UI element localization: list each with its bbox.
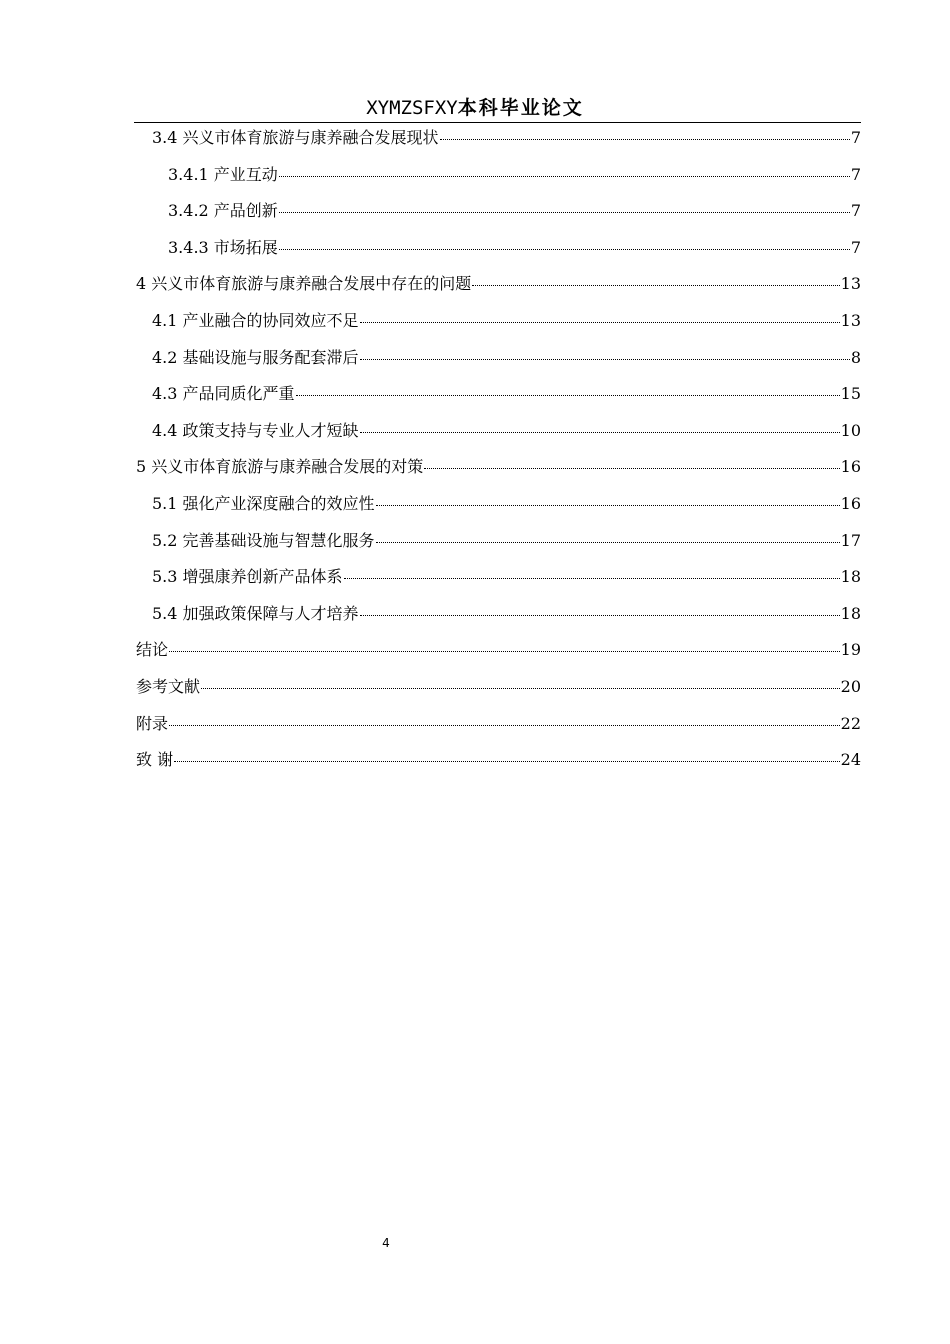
- toc-entry-page: 24: [840, 750, 861, 770]
- toc-dot-leader: [201, 688, 840, 689]
- toc-entry-3-4-2[interactable]: [134, 200, 861, 237]
- toc-entry-label: 3.4 兴义市体育旅游与康养融合发展现状: [152, 128, 439, 147]
- toc-entry-page: 18: [840, 567, 861, 587]
- toc-entry-page: 7: [850, 164, 861, 184]
- toc-entry-label: 5.1 强化产业深度融合的效应性: [152, 493, 375, 513]
- toc-entry-label: 3.4.3 市场拓展: [168, 237, 278, 257]
- toc-entry-appendix[interactable]: [134, 713, 861, 750]
- toc-entry-label: 5.3 增强康养创新产品体系: [152, 567, 343, 587]
- toc-entry-5-1[interactable]: [134, 493, 861, 530]
- toc-entry-references[interactable]: [134, 676, 861, 713]
- toc-entry-page: 16: [840, 493, 861, 513]
- toc-entry-page: 22: [840, 713, 861, 733]
- toc-entry-5-2[interactable]: [134, 530, 861, 567]
- toc-dot-leader: [279, 212, 850, 213]
- toc-entry-5-4[interactable]: [134, 603, 861, 640]
- toc-entry-4-1[interactable]: [134, 310, 861, 347]
- toc-entry-5[interactable]: [134, 456, 861, 493]
- toc-entry-5-3[interactable]: [134, 566, 861, 603]
- toc-entry-3-4-3[interactable]: [134, 237, 861, 274]
- page-header: [0, 96, 950, 120]
- toc-entry-label: 4.1 产业融合的协同效应不足: [152, 310, 359, 330]
- toc-entry-label: 5.2 完善基础设施与智慧化服务: [152, 530, 375, 550]
- toc-entry-label: 4.2 基础设施与服务配套滞后: [152, 347, 359, 367]
- toc-entry-label: 4.4 政策支持与专业人才短缺: [152, 420, 359, 440]
- toc-dot-leader: [440, 139, 850, 140]
- toc-entry-page: 17: [840, 530, 861, 550]
- toc-dot-leader: [376, 505, 840, 506]
- toc-dot-leader: [279, 249, 850, 250]
- toc-entry-conclusion[interactable]: [134, 639, 861, 676]
- toc-entry-page: 13: [840, 310, 861, 330]
- toc-entry-label: 4 兴义市体育旅游与康养融合发展中存在的问题: [136, 274, 472, 294]
- toc-entry-page: 16: [840, 457, 861, 477]
- toc-entry-page: 15: [840, 384, 861, 404]
- toc-dot-leader: [344, 578, 840, 579]
- toc-dot-leader: [360, 615, 840, 616]
- toc-entry-page: 7: [850, 128, 861, 147]
- toc-dot-leader: [360, 359, 850, 360]
- toc-dot-leader: [296, 395, 840, 396]
- toc-entry-page: 10: [840, 420, 861, 440]
- toc-dot-leader: [376, 542, 840, 543]
- toc-entry-4-2[interactable]: [134, 347, 861, 384]
- toc-entry-page: 8: [850, 347, 861, 367]
- table-of-contents: [134, 127, 861, 786]
- toc-dot-leader: [174, 761, 840, 762]
- toc-dot-leader: [424, 468, 839, 469]
- toc-entry-label: 附录: [136, 713, 169, 733]
- toc-entry-page: 19: [840, 640, 861, 660]
- toc-entry-page: 18: [840, 603, 861, 623]
- toc-entry-page: 7: [850, 201, 861, 221]
- toc-entry-4[interactable]: [134, 273, 861, 310]
- toc-entry-label: 4.3 产品同质化严重: [152, 384, 295, 404]
- toc-dot-leader: [169, 725, 840, 726]
- toc-entry-label: 致 谢: [136, 750, 174, 770]
- toc-entry-acknowledgements[interactable]: [134, 749, 861, 786]
- toc-dot-leader: [279, 176, 850, 177]
- toc-entry-label: 参考文献: [136, 676, 201, 696]
- toc-entry-label: 5 兴义市体育旅游与康养融合发展的对策: [136, 457, 424, 477]
- header-title: 本科毕业论文: [457, 97, 584, 119]
- toc-dot-leader: [169, 651, 840, 652]
- footer-page-number: 4: [382, 1236, 390, 1250]
- toc-entry-4-4[interactable]: [134, 420, 861, 457]
- toc-entry-label: 5.4 加强政策保障与人才培养: [152, 603, 359, 623]
- toc-entry-page: 7: [850, 237, 861, 257]
- header-rule: [134, 122, 861, 123]
- toc-entry-label: 3.4.2 产品创新: [168, 201, 278, 221]
- toc-entry-page: 13: [840, 274, 861, 294]
- toc-entry-3-4-1[interactable]: [134, 164, 861, 201]
- toc-dot-leader: [360, 432, 840, 433]
- toc-entry-label: 结论: [136, 640, 169, 660]
- toc-dot-leader: [472, 285, 839, 286]
- toc-entry-3-4[interactable]: [134, 127, 861, 164]
- toc-entry-label: 3.4.1 产业互动: [168, 164, 278, 184]
- header-code: XYMZSFXY: [366, 97, 458, 119]
- toc-dot-leader: [360, 322, 840, 323]
- toc-entry-page: 20: [840, 676, 861, 696]
- toc-entry-4-3[interactable]: [134, 383, 861, 420]
